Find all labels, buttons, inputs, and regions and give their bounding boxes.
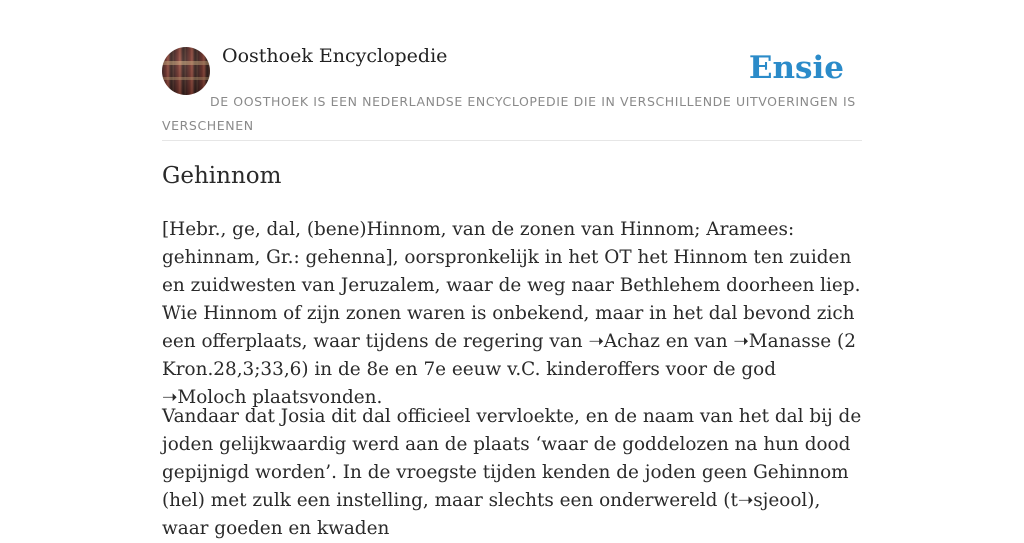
article-paragraph: Vandaar dat Josia dit dal officieel vervloekte, en de naam van het dal bij de joden gelijkwaardig werd aan de plaats ‘waar de goddelozen na hun dood gepijnigd worden’. In de vroegste tijden kenden de joden geen Gehinnom (hel) met zulk een instelling, maar slechts een onderwereld (t➝sjeool), waar goeden en kwaden [162,406,862,539]
ensie-logo[interactable]: Ensie [748,50,844,86]
site-tagline: DE OOSTHOEK IS EEN NEDERLANDSE ENCYCLOPEDIE DIE IN VERSCHILLENDE UITVOERINGEN IS VERSCHENEN [162,94,856,133]
site-avatar[interactable] [162,47,210,95]
site-header [162,0,862,141]
article-paragraph: [Hebr., ge, dal, (bene)Hinnom, van de zonen van Hinnom; Aramees: gehinnam, Gr.: gehenna], oorspronkelijk in het OT het Hinnom ten zuiden en zuidwesten van Jeruzalem, waar de weg naar Bethlehem doorheen liep. Wie Hinnom of zijn zonen waren is onbekend, maar in het dal bevond zich een offerplaats, waar tijdens de regering van ➝Achaz en van ➝Manasse (2 Kron.28,3;33,6) in de 8e en 7e eeuw v.C. kinderoffers voor de god ➝Moloch plaatsvonden. [162,219,861,408]
article-title: Gehinnom [162,163,282,189]
site-title[interactable]: Oosthoek Encyclopedie [222,45,448,67]
avatar-shade [162,47,210,95]
